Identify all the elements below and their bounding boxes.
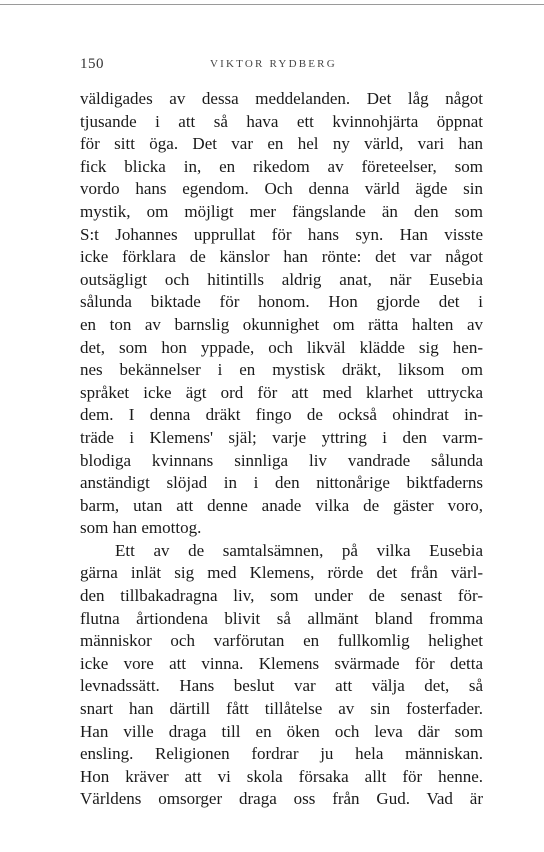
text-line: människor och varförutan en fullkomlig helighet <box>80 631 483 651</box>
text-line: Han ville draga till en öken och leva där som <box>80 721 483 741</box>
text-line: flutna årtiondena blivit så allmänt bland fromma <box>80 608 483 628</box>
text-line: för sitt öga. Det var en hel ny värld, vari han <box>80 134 483 154</box>
text-line: levnadssätt. Hans beslut var att välja det, så <box>80 676 483 696</box>
text-line: barm, utan att denne anade vilka de gäster voro, <box>80 495 483 515</box>
text-line: mystik, om möjligt mer fängslande än den som <box>80 201 483 221</box>
text-line-paragraph-start: Ett av de samtalsämnen, på vilka Eusebia <box>115 540 483 560</box>
text-line: dem. I denna dräkt fingo de också ohindrat in- <box>80 405 483 425</box>
text-line: vordo hans egendom. Och denna värld ägde sin <box>80 179 483 199</box>
text-line: ensling. Religionen fordrar ju hela människan. <box>80 744 483 764</box>
text-line: väldigades av dessa meddelanden. Det låg något <box>80 89 483 108</box>
text-line: språket icke ägt ord för att med klarhet uttrycka <box>80 382 483 402</box>
text-line-paragraph-end: som han emottog. <box>80 518 202 538</box>
text-line: tjusande i att så hava ett kvinnohjärta öppnat <box>80 111 483 131</box>
text-line: outsägligt och hitintills aldrig anat, när Eusebia <box>80 269 483 289</box>
text-line: fick blicka in, en rikedom av företeelser, som <box>80 156 483 176</box>
running-head: VIKTOR RYDBERG <box>210 58 337 70</box>
text-line: det, som hon yppade, och likväl klädde sig hen- <box>80 337 483 357</box>
text-line: träde i Klemens' själ; varje yttring i den varm- <box>80 427 483 447</box>
text-line: blodiga kvinnans sinnliga liv vandrade sålunda <box>80 450 483 470</box>
text-line: Världens omsorger draga oss från Gud. Vad är <box>80 789 483 809</box>
body-text <box>80 88 483 811</box>
page-number: 150 <box>80 56 104 72</box>
text-line: anständigt slöjad in i den nittonårige biktfaderns <box>80 473 483 493</box>
text-line: icke förklara de känslor han rönte: det var något <box>80 247 483 267</box>
text-line: icke vore att vinna. Klemens svärmade för detta <box>80 653 483 673</box>
page-top-border <box>0 4 544 5</box>
text-line: Hon kräver att vi skola försaka allt för henne. <box>80 766 483 786</box>
text-line: en ton av barnslig okunnighet om rätta halten av <box>80 314 483 334</box>
page-header <box>80 56 480 76</box>
text-line: den tillbakadragna liv, som under de senast för- <box>80 586 483 606</box>
text-line: S:t Johannes upprullat för hans syn. Han visste <box>80 224 483 244</box>
text-line: sålunda biktade för honom. Hon gjorde det i <box>80 292 483 312</box>
text-line: snart han därtill fått tillåtelse av sin fosterfader. <box>80 699 483 719</box>
text-line: gärna inlät sig med Klemens, rörde det från värl- <box>80 563 483 583</box>
text-line: nes bekännelser i en mystisk dräkt, liksom om <box>80 360 483 380</box>
